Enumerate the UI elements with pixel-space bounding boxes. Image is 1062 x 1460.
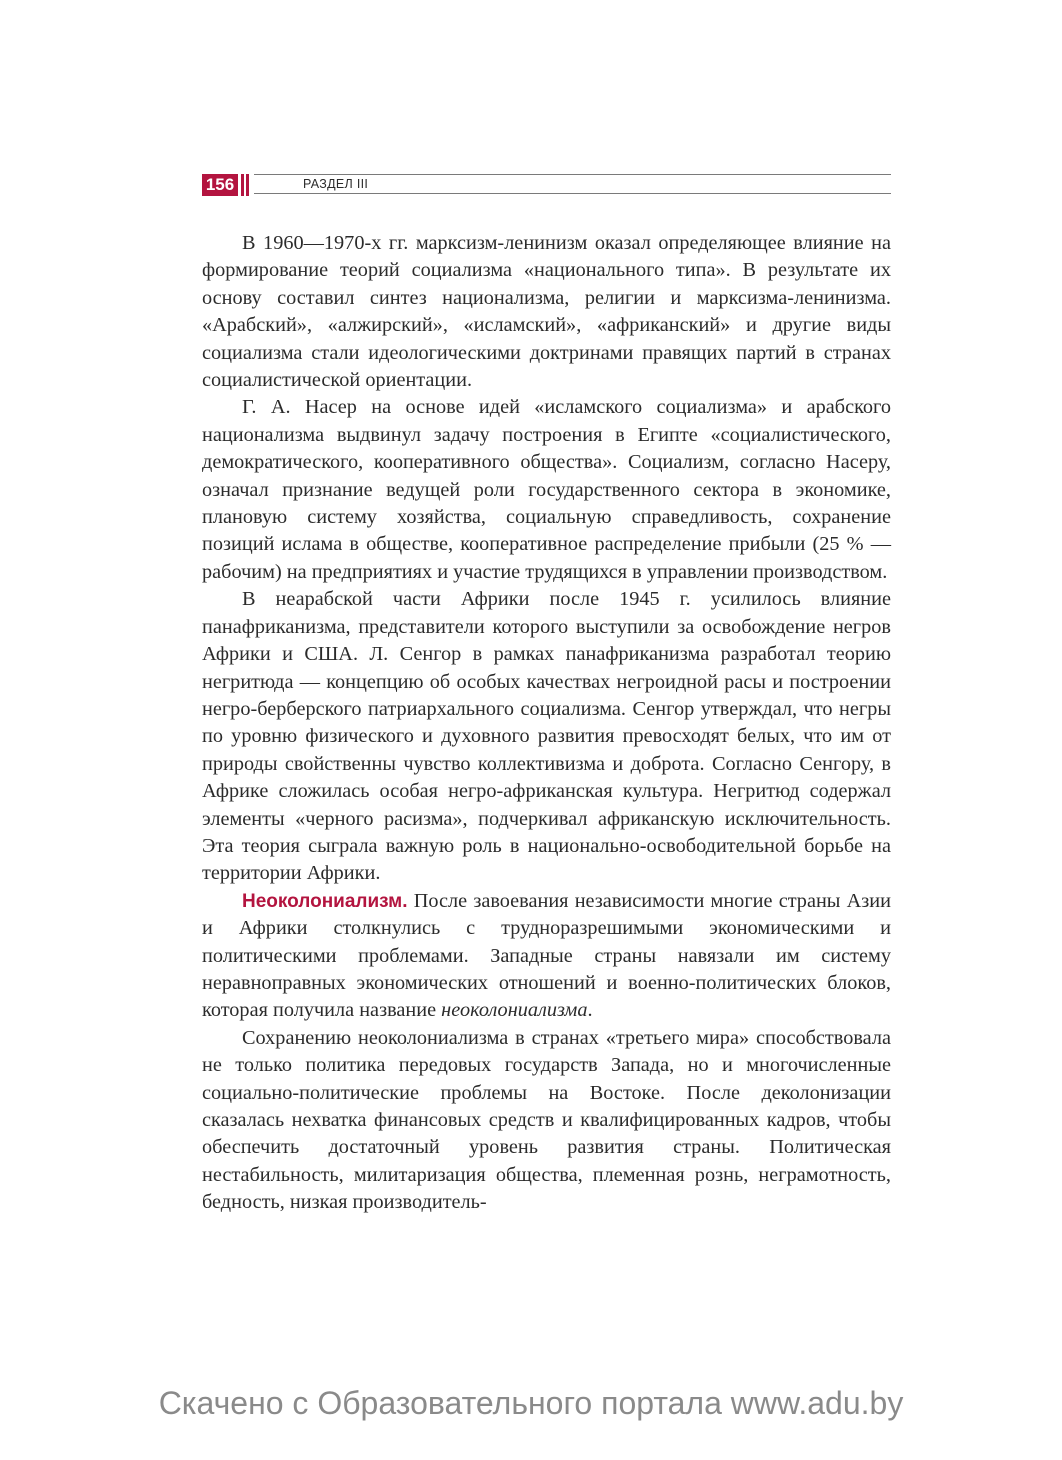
header-rule-bottom — [254, 193, 891, 194]
paragraph: В 1960—1970-х гг. марксизм-ленинизм оказал определяющее влияние на формирование теорий социализма «национального типа». В результате их основу составил синтез национализма, религии и марксизма-ленинизма. «Арабский», «алжирский», «исламский», «африканский» и другие виды социализма стали идеологическими доктринами правящих партий в странах социалистической ориентации. — [202, 232, 891, 392]
paragraph-neocolonialism — [202, 888, 891, 1025]
paragraph-text-end: . — [587, 999, 593, 1022]
header-rule-top — [254, 174, 891, 175]
section-title: РАЗДЕЛ III — [303, 177, 369, 191]
term-italic: неоколониализма — [441, 999, 588, 1022]
download-footer: Скачено с Образовательного портала www.adu.by — [158, 1385, 904, 1421]
page-number-bar — [241, 174, 244, 196]
paragraph: В неарабской части Африки после 1945 г. усилилось влияние панафриканизма, представители которого выступили за освобождение негров Африки и США. Л. Сенгор в рамках панафриканизма разработал теорию негритюда — концепцию об особых качествах негроидной расы и построении негро-берберского патриархального социализма. Сенгор утверждал, что негры по уровню физического и духовного развития превосходят белых, что им от природы свойственны чувство коллективизма и доброта. Согласно Сенгору, в Африке сложилась особая негро-африканская культура. Негритюд содержал элементы «черного расизма», подчеркивал африканскую исключительность. Эта теория сыграла важную роль в национально-освободительной борьбе на территории Африки. — [202, 588, 891, 885]
paragraph-text: После завоевания независимости многие страны Азии и Африки столкнулись с трудноразрешимыми экономическими и политическими проблемами. Западные страны навязали им систему неравноправных экономических отношений и военно-политических блоков, которая получила название — [202, 889, 891, 1022]
section-heading: Неоколониализм. — [242, 890, 408, 912]
paragraph: Сохранению неоколониализма в странах «третьего мира» способствовала не только политика передовых государств Запада, но и многочисленные социально-политические проблемы на Востоке. После деколонизации сказалась нехватка финансовых средств и квалифицированных кадров, чтобы обеспечить достаточный уровень развития страны. Политическая нестабильность, милитаризация общества, племенная рознь, неграмотность, бедность, низкая производитель- — [202, 1026, 891, 1214]
page-number: 156 — [202, 174, 238, 196]
paragraph: Г. А. Насер на основе идей «исламского социализма» и арабского национализма выдвинул задачу построения в Египте «социалистического, демократического, кооперативного общества». Социализм, согласно Насеру, означал признание ведущей роли государственного сектора в экономике, плановую систему хозяйства, социальную справедливость, сохранение позиций ислама в обществе, кооперативное распределение прибыли (25 % — рабочим) на предприятиях и участие трудящихся в управлении производством. — [202, 396, 891, 583]
page-body — [202, 230, 891, 1217]
page-number-bar — [246, 174, 249, 196]
page-header — [202, 174, 891, 198]
